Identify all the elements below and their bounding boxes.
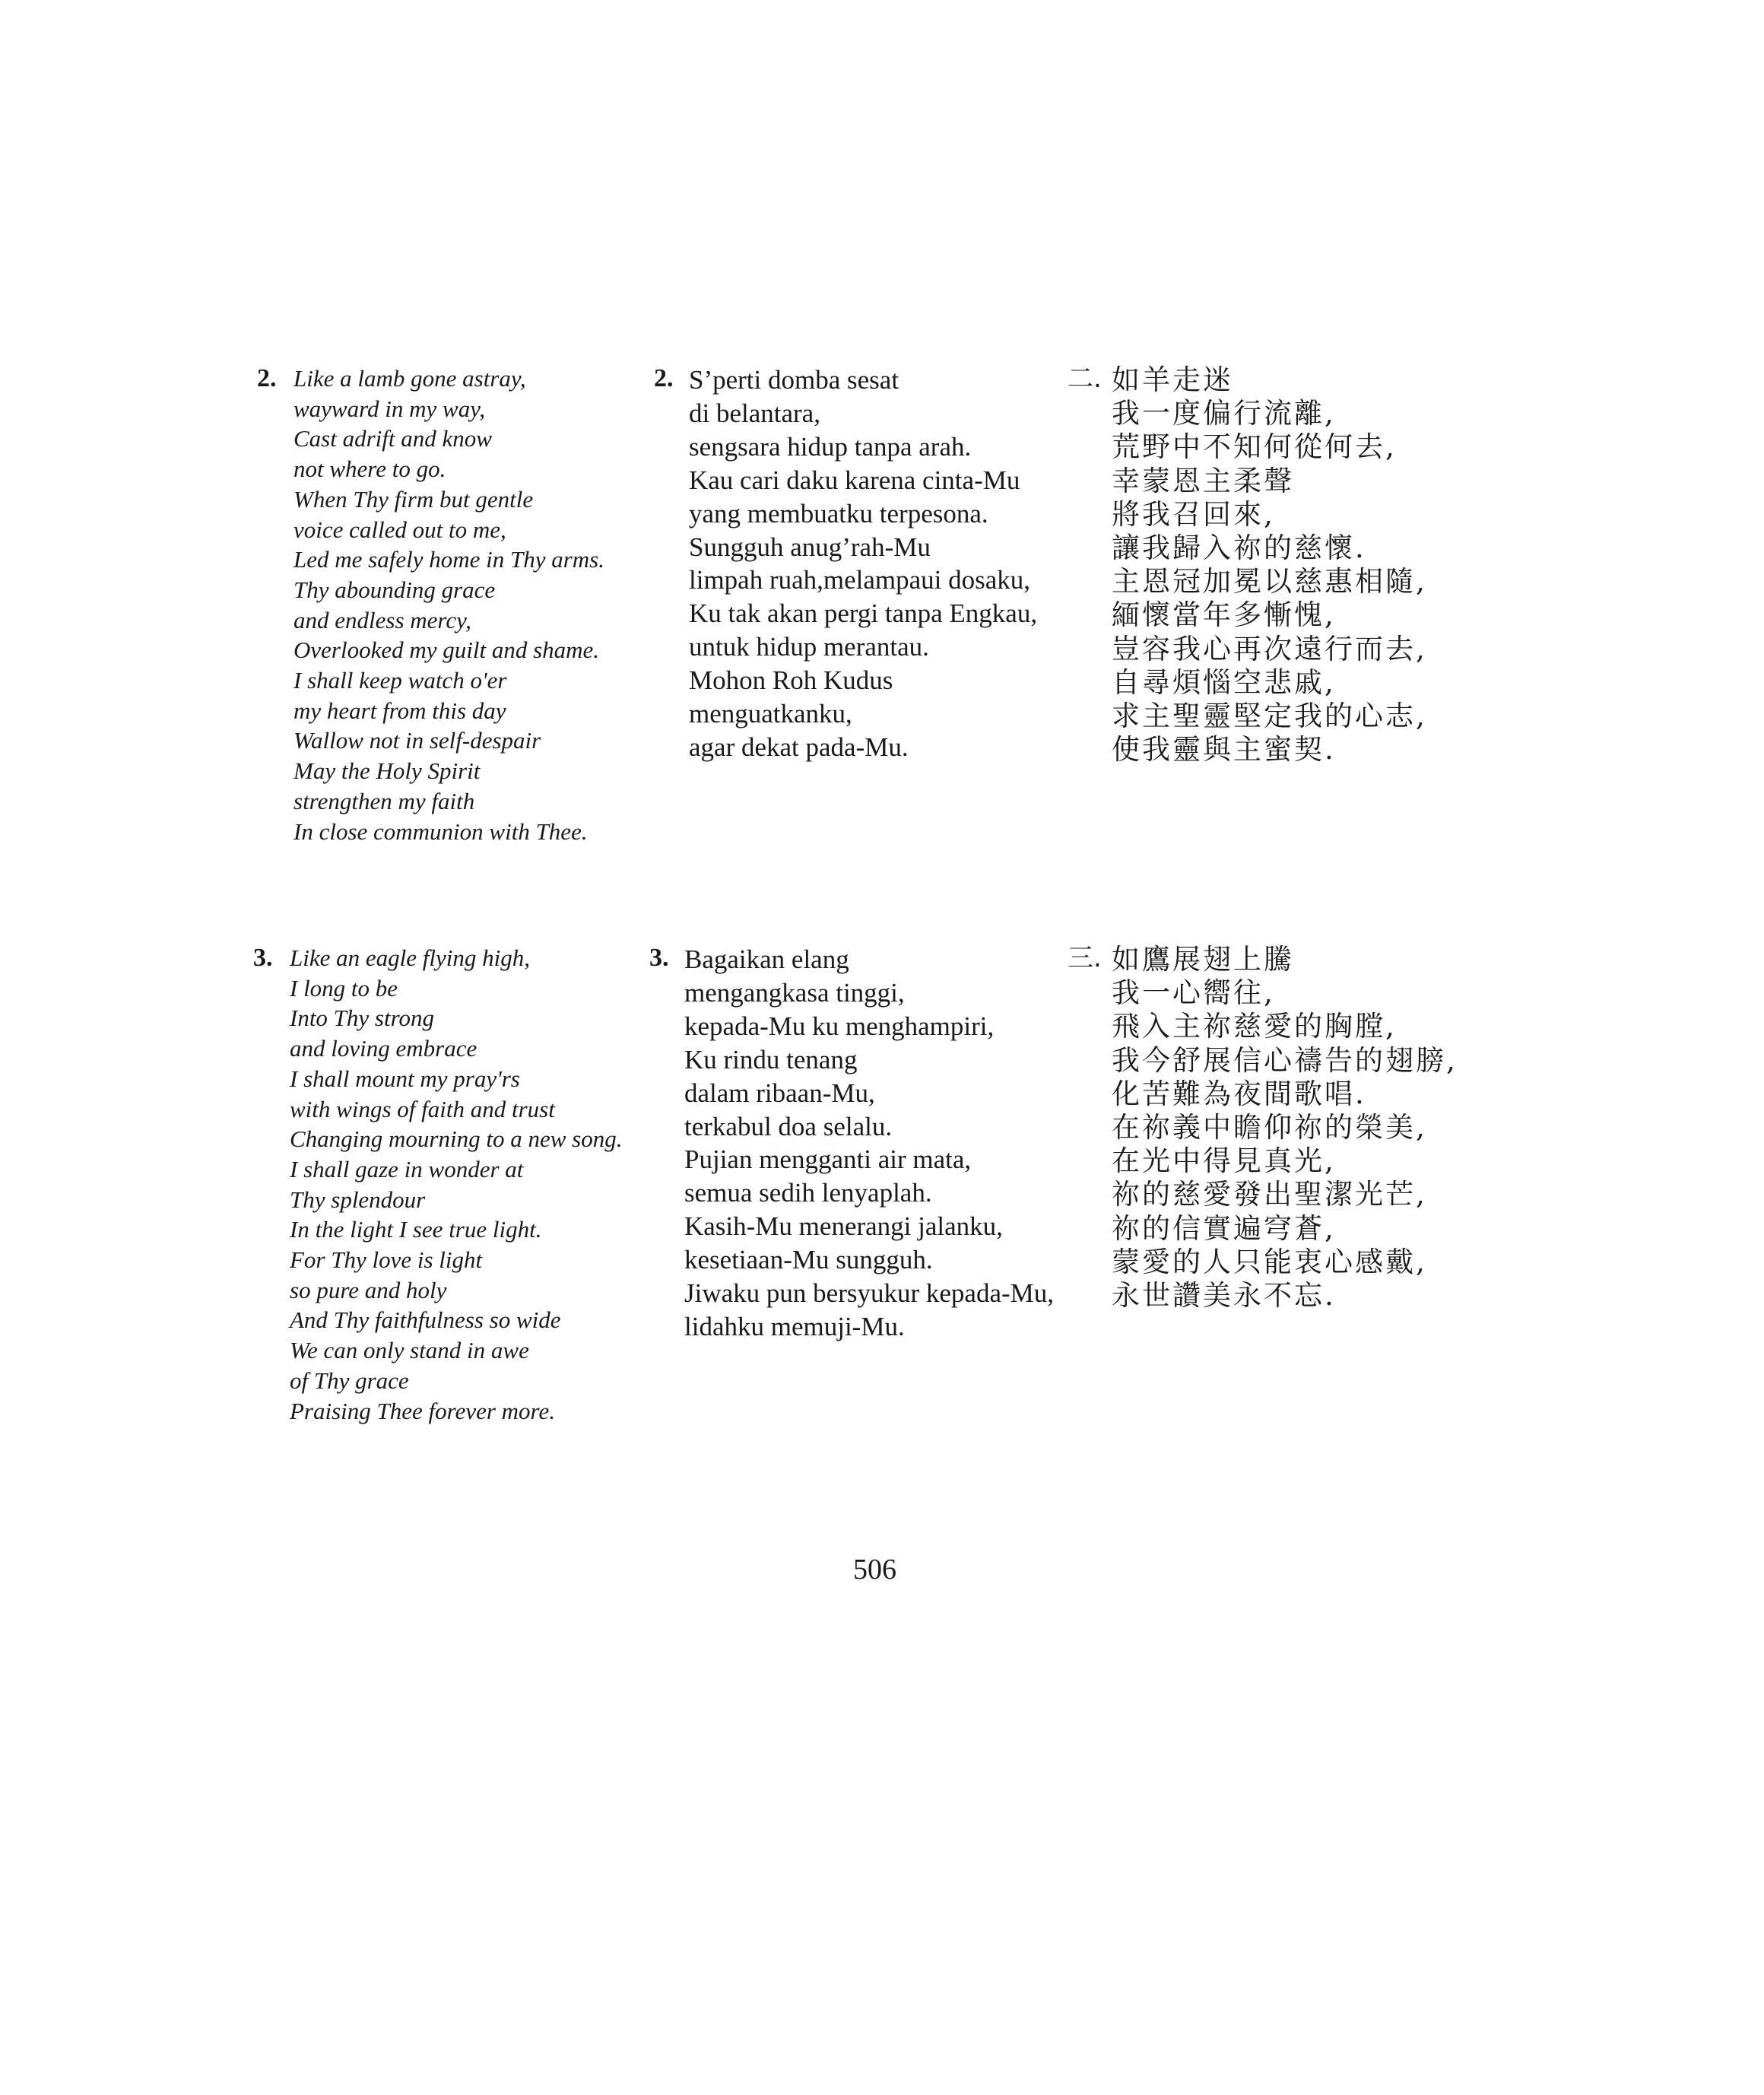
lyric-line: I shall keep watch o'er bbox=[293, 667, 507, 694]
lyric-line: voice called out to me, bbox=[293, 516, 506, 543]
lyric-line: 祢的慈愛發出聖潔光芒, bbox=[1112, 1178, 1427, 1211]
verse-number: 2. bbox=[257, 364, 277, 392]
lyric-line: my heart from this day bbox=[293, 697, 506, 724]
lyric-line: 如鷹展翅上騰 bbox=[1112, 943, 1294, 976]
lyric-line: 我一度偏行流離, bbox=[1112, 397, 1336, 430]
lyric-line: S’perti domba sesat bbox=[689, 365, 899, 395]
lyric-line: so pure and holy bbox=[290, 1276, 447, 1303]
lyric-line: 使我靈與主蜜契. bbox=[1112, 733, 1336, 767]
lyric-line: Changing mourning to a new song. bbox=[290, 1125, 623, 1153]
lyric-line: Thy abounding grace bbox=[293, 576, 496, 603]
lyric-line: I shall gaze in wonder at bbox=[290, 1155, 524, 1182]
verse-lines bbox=[293, 363, 604, 846]
lyric-line: Ku tak akan pergi tanpa Engkau, bbox=[689, 598, 1038, 629]
verse-number: 2. bbox=[654, 364, 674, 392]
lyric-line: dalam ribaan-Mu, bbox=[684, 1078, 875, 1108]
lyric-line: agar dekat pada-Mu. bbox=[689, 732, 909, 762]
lyric-line: kepada-Mu ku menghampiri, bbox=[684, 1011, 995, 1041]
lyric-line: 豈容我心再次遠行而去, bbox=[1112, 632, 1427, 665]
lyric-line: Overlooked my guilt and shame. bbox=[293, 636, 600, 664]
lyric-line: Cast adrift and know bbox=[293, 425, 492, 452]
verse-lines bbox=[684, 943, 1054, 1344]
verse-lines bbox=[1112, 943, 1458, 1313]
verse-number: 三. bbox=[1068, 943, 1102, 973]
lyric-line: 幸蒙恩主柔聲 bbox=[1112, 464, 1294, 497]
lyric-line: terkabul doa selalu. bbox=[684, 1111, 893, 1141]
lyric-line: 將我召回來, bbox=[1112, 497, 1275, 531]
lyric-line: Kau cari daku karena cinta-Mu bbox=[689, 465, 1020, 495]
lyric-line: 我今舒展信心禱告的翅膀, bbox=[1112, 1043, 1458, 1077]
lyric-line: di belantara, bbox=[689, 398, 820, 428]
lyric-line: Thy splendour bbox=[290, 1186, 426, 1213]
lyric-line: 在光中得見真光, bbox=[1112, 1144, 1336, 1178]
lyric-line: 主恩冠加冕以慈惠相隨, bbox=[1112, 565, 1427, 598]
lyric-line: 祢的信實遍穹蒼, bbox=[1112, 1211, 1336, 1245]
lyric-line: Led me safely home in Thy arms. bbox=[293, 546, 604, 573]
lyric-line: 蒙愛的人只能衷心感戴, bbox=[1112, 1245, 1427, 1278]
page-number: 506 bbox=[853, 1554, 896, 1586]
lyric-line: Jiwaku pun bersyukur kepada-Mu, bbox=[684, 1278, 1055, 1309]
verse-lines bbox=[290, 943, 622, 1426]
lyric-line: of Thy grace bbox=[290, 1367, 409, 1394]
verse-number: 3. bbox=[253, 944, 273, 972]
lyric-line: We can only stand in awe bbox=[290, 1337, 529, 1364]
verse-lines bbox=[1112, 363, 1427, 767]
lyric-line: 永世讚美永不忘. bbox=[1112, 1279, 1336, 1313]
lyric-line: strengthen my faith bbox=[293, 787, 475, 814]
lyric-line: I shall mount my pray'rs bbox=[290, 1065, 520, 1092]
verse-lines bbox=[689, 363, 1037, 764]
verse-2 bbox=[0, 363, 1764, 850]
lyric-line: Like a lamb gone astray, bbox=[293, 365, 526, 392]
lyric-line: and loving embrace bbox=[290, 1035, 477, 1062]
lyric-line: Into Thy strong bbox=[290, 1005, 435, 1032]
lyric-line: limpah ruah,melampaui dosaku, bbox=[689, 565, 1031, 595]
verse-number: 3. bbox=[649, 944, 669, 972]
lyric-line: Kasih-Mu menerangi jalanku, bbox=[684, 1211, 1003, 1242]
lyric-line: untuk hidup merantau. bbox=[689, 632, 929, 662]
lyric-line: 我一心嚮往, bbox=[1112, 976, 1275, 1010]
lyric-line: kesetiaan-Mu sungguh. bbox=[684, 1245, 933, 1275]
lyric-line: sengsara hidup tanpa arah. bbox=[689, 431, 972, 462]
lyric-line: 化苦難為夜間歌唱. bbox=[1112, 1077, 1366, 1110]
lyric-line: 如羊走迷 bbox=[1112, 363, 1233, 396]
lyric-line: Bagaikan elang bbox=[684, 944, 849, 974]
lyric-line: Wallow not in self-despair bbox=[293, 727, 541, 754]
lyric-line: Praising Thee forever more. bbox=[290, 1397, 555, 1424]
lyric-line: Like an eagle flying high, bbox=[290, 944, 530, 971]
lyric-line: When Thy firm but gentle bbox=[293, 485, 534, 513]
lyric-line: For Thy love is light bbox=[290, 1246, 483, 1274]
lyric-line: Sungguh anug’rah-Mu bbox=[689, 532, 931, 562]
lyric-line: not where to go. bbox=[293, 456, 446, 483]
lyric-line: 飛入主祢慈愛的胸膛, bbox=[1112, 1010, 1397, 1043]
lyric-line: and endless mercy, bbox=[293, 606, 471, 633]
lyric-line: I long to be bbox=[290, 974, 398, 1001]
lyric-line: 荒野中不知何從何去, bbox=[1112, 430, 1397, 464]
lyric-line: lidahku memuji-Mu. bbox=[684, 1311, 905, 1341]
verse-number: 二. bbox=[1068, 363, 1102, 394]
lyric-line: In the light I see true light. bbox=[290, 1216, 542, 1243]
lyric-line: And Thy faithfulness so wide bbox=[290, 1306, 561, 1334]
verse-3 bbox=[0, 943, 1764, 1430]
lyric-line: May the Holy Spirit bbox=[293, 757, 481, 785]
lyric-line: menguatkanku, bbox=[689, 699, 852, 729]
lyric-line: wayward in my way, bbox=[293, 395, 486, 422]
lyric-line: semua sedih lenyaplah. bbox=[684, 1178, 932, 1208]
lyric-line: In close communion with Thee. bbox=[293, 817, 588, 845]
lyric-line: 緬懷當年多慚愧, bbox=[1112, 598, 1336, 632]
lyric-line: Mohon Roh Kudus bbox=[689, 665, 893, 696]
lyric-line: 在祢義中瞻仰祢的榮美, bbox=[1112, 1111, 1427, 1144]
lyric-line: 求主聖靈堅定我的心志, bbox=[1112, 700, 1427, 733]
lyric-line: with wings of faith and trust bbox=[290, 1095, 555, 1122]
lyric-line: Ku rindu tenang bbox=[684, 1044, 858, 1074]
lyric-line: Pujian mengganti air mata, bbox=[684, 1144, 972, 1175]
lyric-line: 讓我歸入祢的慈懷. bbox=[1112, 532, 1366, 565]
lyric-line: yang membuatku terpesona. bbox=[689, 498, 988, 529]
lyric-line: 自尋煩惱空悲戚, bbox=[1112, 665, 1336, 699]
lyric-line: mengangkasa tinggi, bbox=[684, 977, 905, 1008]
